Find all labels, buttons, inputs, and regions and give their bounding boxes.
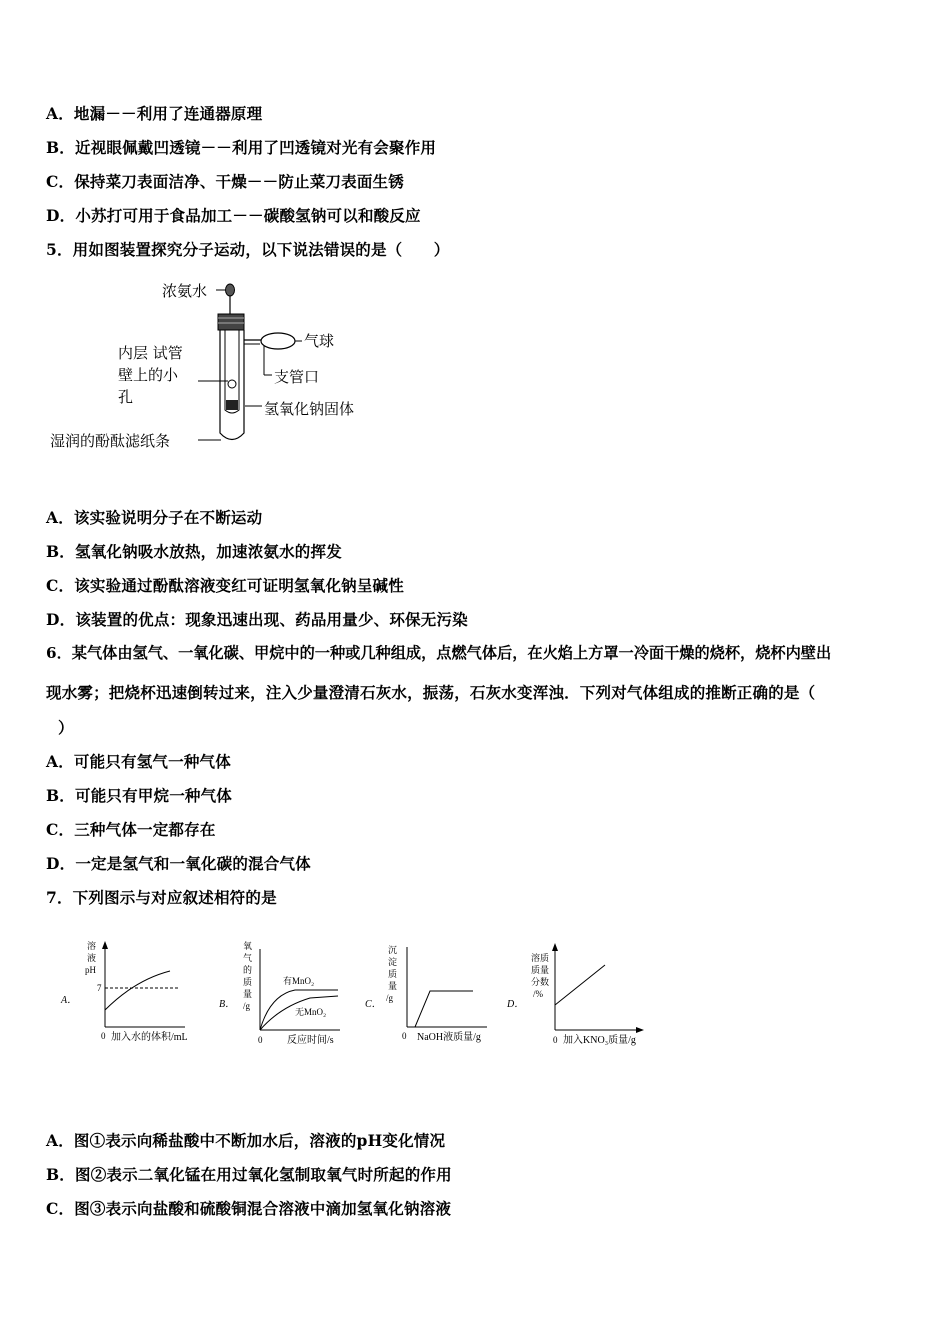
q4-option-c: C．保持菜刀表面洁净、干燥－－防止菜刀表面生锈	[46, 172, 404, 191]
svg-text:质: 质	[388, 969, 398, 979]
graph-c	[365, 945, 487, 1043]
svg-text:B．: B．	[219, 999, 236, 1010]
svg-text:0: 0	[402, 1031, 407, 1041]
svg-text:A．: A．	[61, 995, 78, 1006]
q6-option-a: A．可能只有氢气一种气体	[46, 752, 231, 771]
q4-option-d: D．小苏打可用于食品加工－－碳酸氢钠可以和酸反应	[46, 206, 421, 225]
q4-option-b: B．近视眼佩戴凹透镜－－利用了凹透镜对光有会聚作用	[46, 138, 437, 157]
q7-option-a: A．图①表示向稀盐酸中不断加水后，溶液的pH变化情况	[46, 1131, 446, 1150]
label-balloon: 气球	[304, 332, 335, 350]
svg-text:有MnO₂: 有MnO₂	[283, 976, 315, 986]
svg-text:沉: 沉	[388, 945, 398, 955]
svg-text:溶质: 溶质	[531, 953, 550, 963]
label-inner-hole-1: 内层 试管	[118, 344, 183, 362]
q6-option-d: D．一定是氢气和一氧化碳的混合气体	[46, 854, 311, 873]
svg-text:氧: 氧	[243, 941, 253, 951]
balloon	[261, 333, 295, 349]
svg-text:淀: 淀	[388, 957, 398, 967]
svg-text:C．: C．	[365, 999, 382, 1010]
svg-text:/g: /g	[386, 993, 394, 1003]
q6-stem-line2: 现水雾；把烧杯迅速倒转过来，注入少量澄清石灰水，振荡，石灰水变浑浊．下列对气体组成的推断正确的是（	[46, 683, 816, 702]
q6-stem-line1: 6．某气体由氢气、一氧化碳、甲烷中的一种或几种组成，点燃气体后，在火焰上方罩一冷面干燥的烧杯，烧杯内壁出	[46, 644, 832, 662]
svg-text:质量: 质量	[531, 965, 550, 975]
svg-text:反应时间/s: 反应时间/s	[287, 1035, 334, 1046]
dropper-bulb	[226, 284, 235, 296]
q5-option-c: C．该实验通过酚酞溶液变红可证明氢氧化钠呈碱性	[46, 576, 404, 595]
svg-text:无MnO₂: 无MnO₂	[295, 1007, 327, 1017]
svg-text:加入KNO₃质量/g: 加入KNO₃质量/g	[563, 1035, 636, 1046]
graph-c-line	[415, 991, 473, 1027]
label-naoh: 氢氧化钠固体	[264, 400, 355, 418]
svg-text:0: 0	[553, 1035, 558, 1045]
label-paper: 湿润的酚酞滤纸条	[50, 432, 171, 450]
svg-text:/g: /g	[243, 1001, 251, 1011]
svg-text:NaOH液质量/g: NaOH液质量/g	[417, 1032, 481, 1043]
svg-text:液: 液	[87, 953, 97, 963]
svg-text:分数: 分数	[531, 977, 550, 987]
q5-option-d: D．该装置的优点：现象迅速出现、药品用量少、环保无污染	[46, 610, 468, 629]
svg-text:7: 7	[97, 983, 102, 993]
q7-option-b: B．图②表示二氧化锰在用过氧化氢制取氧气时所起的作用	[46, 1165, 452, 1184]
q5-stem: 5．用如图装置探究分子运动，以下说法错误的是（ ）	[46, 240, 450, 259]
svg-text:质: 质	[243, 977, 253, 987]
svg-text:0: 0	[258, 1035, 263, 1045]
svg-text:的: 的	[243, 965, 253, 975]
q6-option-c: C．三种气体一定都存在	[46, 820, 216, 839]
label-inner-hole-2: 壁上的小	[118, 366, 179, 384]
graph-d-line	[555, 965, 605, 1005]
svg-text:量: 量	[388, 981, 398, 991]
svg-text:/%: /%	[533, 989, 543, 999]
q5-option-b: B．氢氧化钠吸水放热，加速浓氨水的挥发	[46, 542, 342, 561]
q7-option-c: C．图③表示向盐酸和硫酸铜混合溶液中滴加氢氧化钠溶液	[46, 1199, 452, 1218]
q4-option-a: A．地漏－－利用了连通器原理	[46, 104, 263, 123]
graph-a-curve	[105, 971, 170, 1010]
q5-option-a: A．该实验说明分子在不断运动	[46, 508, 263, 527]
graph-a	[60, 940, 188, 1043]
svg-text:pH: pH	[85, 965, 96, 975]
label-ammonia: 浓氨水	[162, 282, 208, 300]
svg-text:气: 气	[243, 953, 253, 963]
q7-graphs-figure	[55, 935, 655, 1055]
label-branch: 支管口	[274, 368, 320, 386]
q6-stem-line3: ）	[58, 718, 74, 737]
svg-text:溶: 溶	[87, 941, 97, 951]
q6-option-b: B．可能只有甲烷一种气体	[46, 786, 233, 805]
graph-b	[219, 940, 340, 1046]
stopper	[218, 314, 244, 330]
svg-text:量: 量	[243, 989, 253, 999]
graph-d	[506, 943, 644, 1046]
svg-text:加入水的体积/mL: 加入水的体积/mL	[111, 1032, 188, 1043]
small-hole	[228, 380, 236, 388]
label-inner-hole-3: 孔	[118, 388, 134, 406]
naoh-solid	[226, 400, 238, 410]
q5-apparatus-figure	[40, 278, 400, 463]
q7-stem: 7．下列图示与对应叙述相符的是	[46, 888, 277, 907]
svg-text:D．: D．	[507, 999, 525, 1010]
svg-text:0: 0	[101, 1031, 106, 1041]
